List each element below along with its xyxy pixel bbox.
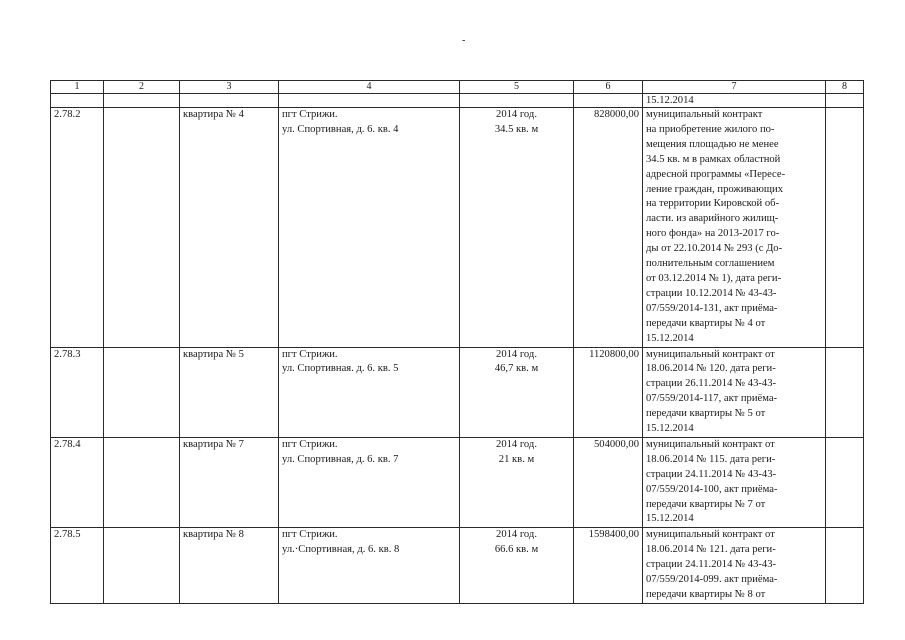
year-area: 2014 год. 46,7 кв. м <box>460 347 574 437</box>
property-address: пгт Стрижи. ул. Спортивная, д. 6. кв. 7 <box>279 437 460 527</box>
col2-cell <box>104 108 180 348</box>
cost-value: 1120800,00 <box>574 347 643 437</box>
col8-cell <box>826 347 864 437</box>
row-number: 2.78.4 <box>51 437 104 527</box>
continuation-row <box>51 94 864 108</box>
row-number: 2.78.5 <box>51 528 104 604</box>
property-name: квартира № 5 <box>180 347 279 437</box>
header-cell-5: 5 <box>460 81 574 94</box>
document-details: муниципальный контракт от 18.06.2014 № 115. дата реги- страции 24.11.2014 № 43-43- 07/559/2014-100, акт приёма- передачи квартиры № 7 от 15.12.2014 <box>643 437 826 527</box>
property-address: пгт Стрижи. ул.·Спортивная, д. 6. кв. 8 <box>279 528 460 604</box>
property-name: квартира № 8 <box>180 528 279 604</box>
header-cell-3: 3 <box>180 81 279 94</box>
row-number: 2.78.2 <box>51 108 104 348</box>
header-cell-7: 7 <box>643 81 826 94</box>
property-name: квартира № 4 <box>180 108 279 348</box>
doc-fragment: 15.12.2014 <box>643 94 826 108</box>
document-details: муниципальный контракт на приобретение жилого по- мещения площадью не менее 34.5 кв. м в рамках областной адресной программы «Пересе- ление граждан, проживающих на территории Кировской об- ласти. из аварийного жилищ- ного фонда» на 2013-2017 го- ды от 22.10.2014 № 293 (с До- полнительным соглашением от 03.12.2014 № 1), дата реги- страции 10.12.2014 № 43-43- 07/559/2014-131, акт приёма- передачи квартиры № 4 от 15.12.2014 <box>643 108 826 348</box>
cost-value: 828000,00 <box>574 108 643 348</box>
header-cell-6: 6 <box>574 81 643 94</box>
cost-value: 504000,00 <box>574 437 643 527</box>
col2-cell <box>104 437 180 527</box>
header-cell-8: 8 <box>826 81 864 94</box>
cost-value: 1598400,00 <box>574 528 643 604</box>
table-row <box>51 528 864 604</box>
property-address: пгт Стрижи. ул. Спортивная, д. 6. кв. 4 <box>279 108 460 348</box>
property-name: квартира № 7 <box>180 437 279 527</box>
table-row <box>51 347 864 437</box>
col8-cell <box>826 437 864 527</box>
year-area: 2014 год. 34.5 кв. м <box>460 108 574 348</box>
header-cell-4: 4 <box>279 81 460 94</box>
document-details: муниципальный контракт от 18.06.2014 № 120. дата реги- страции 26.11.2014 № 43-43- 07/559/2014-117, акт приёма- передачи квартиры № 5 от 15.12.2014 <box>643 347 826 437</box>
year-area: 2014 год. 21 кв. м <box>460 437 574 527</box>
property-address: пгт Стрижи. ул. Спортивная. д. 6. кв. 5 <box>279 347 460 437</box>
header-cell-1: 1 <box>51 81 104 94</box>
row-number: 2.78.3 <box>51 347 104 437</box>
table-row <box>51 437 864 527</box>
table-row <box>51 108 864 348</box>
col2-cell <box>104 347 180 437</box>
page-mark: - <box>462 35 466 46</box>
header-cell-2: 2 <box>104 81 180 94</box>
property-register-table <box>50 80 864 604</box>
year-area: 2014 год. 66.6 кв. м <box>460 528 574 604</box>
header-row <box>51 81 864 94</box>
col8-cell <box>826 108 864 348</box>
document-details: муниципальный контракт от 18.06.2014 № 121. дата реги- страции 24.11.2014 № 43-43- 07/559/2014-099. акт приёма- передачи квартиры № 8 от <box>643 528 826 604</box>
col2-cell <box>104 528 180 604</box>
col8-cell <box>826 528 864 604</box>
